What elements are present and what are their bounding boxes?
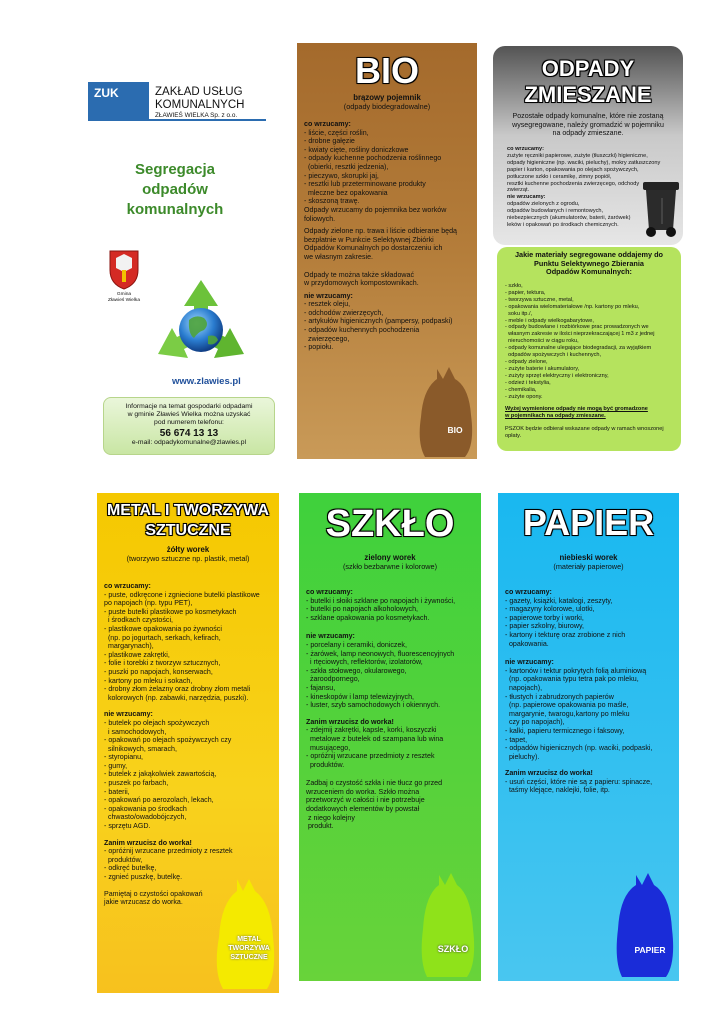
- bio-column: [297, 43, 477, 459]
- info-line1: Informacje na temat gospodarki odpadami: [125, 403, 253, 410]
- info-phone[interactable]: 56 674 13 13: [159, 427, 219, 439]
- info-line2: w gminie Zławieś Wielka można uzyskać: [127, 411, 251, 419]
- gmina-crest-icon: [106, 248, 142, 290]
- szklo-title: SZKŁO: [325, 503, 455, 545]
- zuk-logo-abbr: ZUK: [94, 86, 119, 100]
- papier-text: co wrzucamy: - gazety, książki, katalogi, zeszyty, - magazyny kolorowe, ulotki, - papierowe torby i worki, - papier szkolny, biurowy, - kartony i tekturę oraz zrobione z nich opakowania. nie wrzucamy: - kartonów i tektur pokrytych folią aluminiową (np. opakowania typu tetra pak po mleku, napojach), - tłustych i zabrudzonych papierów (np. papierowe opakowania po maśle, margarynie, twarogu,kartony po mleku czy po napojach), - kalki, papieru termicznego i faksowy, - tapet, - odpadów higienicznych (np. waciki, podpaski, pieluchy). Zanim wrzucisz do worka! - usuń części, które nie są z papieru: spinacze, taśmy klejące, naklejki, folie, itp.: [505, 588, 653, 795]
- zuk-name-line2: KOMUNALNYCH: [155, 98, 245, 111]
- papier-bag-label: PAPIER: [634, 945, 666, 955]
- bio-text: co wrzucamy: - liście, części roślin, - drobne gałęzie - kwiaty cięte, rośliny doniczkowe - odpady kuchenne pochodzenia roślinnego (obierki, resztki jedzenia), - pieczywo, skorupki jaj, - resztki lub przeterminowane produkty mleczne bez opakowania - skoszoną trawę. Odpady wrzucamy do pojemnika bez worków foliowych. Odpady zielone np. trawa i liście odbierane będą bezpłatnie w Punkcie Selektywnej Zbiórki Odpadów Komunalnych po dostarczeniu ich we własnym zakresie. Odpady te można także składować w przydomowych kompostownikach. nie wrzucamy: - resztek oleju, - odchodów zwierzęcych, - artykułów higienicznych (pampersy, podpaski) - odpadów kuchennych pochodzenia zwierzęcego, - popiołu.: [304, 120, 458, 352]
- info-line3: pod numerem telefonu:: [154, 419, 224, 427]
- zuk-name-line3: ZŁAWIEŚ WIELKA Sp. z o.o.: [155, 112, 238, 119]
- glass-column: [299, 493, 481, 981]
- bio-title: BIO: [354, 50, 419, 91]
- website-link[interactable]: www.zlawies.pl: [172, 376, 241, 387]
- metal-subtitle: żółty worek (tworzywo sztuczne np. plastik, metal): [126, 545, 250, 563]
- paper-column: [498, 493, 679, 981]
- zuk-name-line1: ZAKŁAD USŁUG: [155, 86, 243, 98]
- heading-line1: Segregacja: [134, 161, 216, 178]
- page-heading: [100, 160, 250, 220]
- info-box: [103, 397, 275, 455]
- waste-bag-icon: [417, 871, 479, 979]
- info-email[interactable]: e-mail: odpadykomunalne@zlawies.pl: [131, 438, 247, 446]
- zuk-logo-name: [155, 86, 244, 111]
- metal-title: METAL I TWORZYWA SZTUCZNE: [106, 502, 270, 539]
- metal-plastic-column: [97, 493, 279, 993]
- zuk-logo-line: [88, 119, 266, 121]
- metal-text: co wrzucamy: - puste, odkręcone i zgniecione butelki plastikowe po napojach (np. typu PET), - puste butelki plastikowe po kosmetykach i środkach czystości, - plastikowe opakowania po żywności (np. po jogurtach, serkach, kefirach, margarynach), - plastikowe zakrętki, - folie i torebki z tworzyw sztucznych, - puszki po napojach, konserwach, - kartony po mleku i sokach, - drobny złom żelazny oraz drobny złom metali kolorowych (np. zabawki, narzędzia, puszki). nie wrzucamy: - butelek po olejach spożywczych i samochodowych, - opakowań po olejach spożywczych czy silnikowych, smarach, - styropianu, - gumy, - butelek z jakąkolwiek zawartością, - puszek po farbach, - baterii, - opakowań po aerozolach, lekach, - opakowania po środkach chwasto/owadobójczych, - sprzętu AGD. Zanim wrzucisz do worka! - opróżnij wrzucane przedmioty z resztek produktów, - odkręć butelkę, - zgnieć puszkę, butelkę. Pamiętaj o czystości opakowań jakie wrzucasz do worka.: [104, 582, 260, 907]
- papier-subtitle: niebieski worek (materiały papierowe): [553, 553, 624, 571]
- zuk-logo-box: [88, 82, 149, 119]
- mixed-text: co wrzucamy: zużyte ręczniki papierowe, zużyte (tłuszczki) higieniczne, odpady higieniczne (np. waciki, pieluchy), mokry zatłuszczony papier i karton, opakowania po olejach spożywczych, potłuczone szkło i ceramikę, zimny popiół, resztki kuchenne pochodzenia zwierzęcego, odchody zwierząt. nie wrzucamy: odpadów zielonych z ogrodu, odpadów budowlanych i remontowych, niebezpiecznych (akumulatorów, baterii, żarówek) leków i opakowań po środkach chemicznych.: [507, 146, 661, 228]
- mixed-title: ODPADY ZMIESZANE: [524, 56, 652, 107]
- papier-title: PAPIER: [522, 502, 655, 543]
- bio-sub2: (odpady biodegradowalne): [343, 102, 431, 111]
- mixed-intro: Pozostałe odpady komunalne, które nie zostaną wysegregowane, należy gromadzić w pojemniku na odpady zmieszane.: [512, 112, 664, 138]
- heading-line3: komunalnych: [126, 201, 224, 218]
- szklo-bag-label: SZKŁO: [437, 944, 469, 954]
- pszok-box: [497, 247, 681, 451]
- recycle-globe-icon: [152, 276, 250, 372]
- waste-bag-icon: [612, 871, 678, 979]
- mixed-waste-box: [493, 46, 683, 245]
- bio-subtitle: [297, 93, 477, 111]
- pszok-list: - szkło, - papier, tektura, - tworzywa sztuczne, metal, - opakowania wielomateriałowe /np. kartony po mleku, soku itp./, - meble i odpady wielkogabarytowe, - odpady budowlane i rozbiórkowe prac prowadzonych we własnym zakresie w ilości nieprzekraczającej 1 m3 z jednej nieruchomości w ciągu roku, - odpady komunalne ulegające biodegradacji, za wyjątkiem odpadów spożywczych i kuchennych, - odpady zielone, - zużyte baterie i akumulatory, - zużyty sprzęt elektryczny i elektroniczny, - odzież i tekstylia, - chemikalia, - zużyte opony. Wyżej wymienione odpady nie mogą być gromadzone w pojemnikach na odpady zmieszane. PSZOK będzie odbierał wskazane odpady w ramach wnoszonej opłaty.: [505, 283, 664, 440]
- szklo-subtitle: zielony worek (szkło bezbarwne i kolorowe): [342, 553, 438, 571]
- waste-bin-icon: [641, 178, 681, 238]
- waste-bag-icon: [213, 875, 279, 991]
- metal-bag-label: METAL TWORZYWA SZTUCZNE: [228, 936, 270, 961]
- waste-bag-icon: [415, 365, 477, 459]
- bio-sub1: brązowy pojemnik: [353, 93, 421, 102]
- gmina-label: Gmina Zławieś Wielka: [108, 292, 140, 303]
- heading-line2: odpadów: [142, 181, 208, 198]
- szklo-text: co wrzucamy: - butelki i słoiki szklane po napojach i żywności, - butelki po napojach alkoholowych, - szklane opakowania po kosmetykach. nie wrzucamy: - porcelany i ceramiki, doniczek, - żarówek, lamp neonowych, fluorescencyjnych i rtęciowych, reflektorów, izolatorów, - szkła stołowego, okularowego, żaroodpornego, - fajansu, - kineskopów i lamp telewizyjnych, - luster, szyb samochodowych i okiennych. Zanim wrzucisz do worka! - zdejmij zakrętki, kapsle, korki, koszyczki metalowe z butelek od szampana lub wina musującego, - opróżnij wrzucane przedmioty z resztek produktów. Zadbaj o czystość szkła i nie tłucz go przed wrzuceniem do worka. Szkło można przetworzyć w całości i nie potrzebuje dodatkowych elementów by powstał z niego kolejny produkt.: [306, 588, 456, 831]
- pszok-title: Jakie materiały segregowane oddajemy do Punktu Selektywnego Zbierania Odpadów Komunalnych:: [514, 250, 664, 277]
- bio-bag-label: BIO: [447, 425, 463, 435]
